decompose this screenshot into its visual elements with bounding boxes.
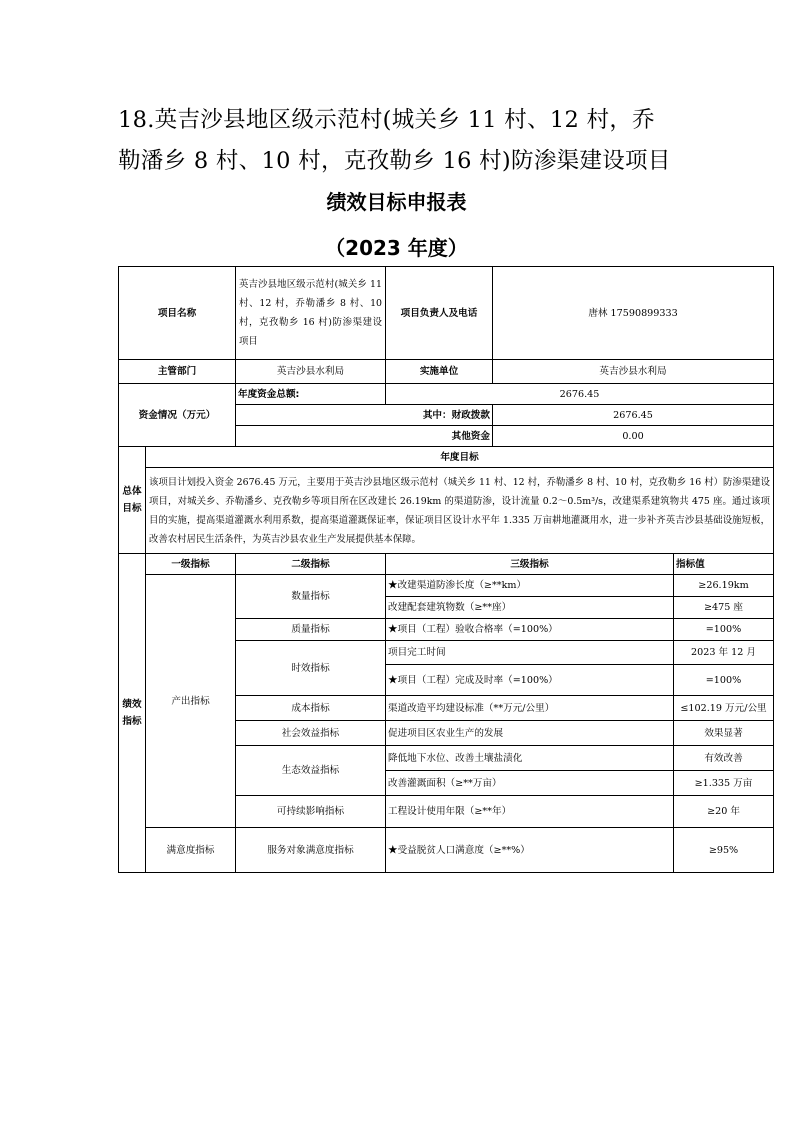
fund-fiscal-label: 其中：财政拨款 [236, 405, 493, 426]
level3-cell: ★项目（工程）完成及时率（=100%） [386, 665, 674, 696]
level2-sustainability: 可持续影响指标 [236, 796, 386, 828]
performance-label-2: 指标 [122, 716, 142, 727]
fund-other-label: 其他资金 [236, 426, 493, 447]
indicator-value: ≥475 座 [674, 597, 774, 619]
level3-cell: 改善灌溉面积（≥**万亩） [386, 771, 674, 796]
implementer-value: 英吉沙县水利局 [493, 360, 774, 384]
col-level2-header: 二级指标 [236, 554, 386, 575]
level2-social-benefit: 社会效益指标 [236, 721, 386, 746]
department-label: 主管部门 [119, 360, 236, 384]
project-leader-value: 唐林 17590899333 [493, 267, 774, 360]
indicator-value: 2023 年 12 月 [674, 641, 774, 665]
fund-fiscal-value: 2676.45 [493, 405, 774, 426]
satisfaction-indicator-label: 满意度指标 [146, 828, 236, 873]
form-title: 绩效目标申报表 [326, 190, 467, 214]
indicator-row [119, 575, 774, 597]
indicator-header-row [119, 554, 774, 575]
level2-quality: 质量指标 [236, 619, 386, 641]
level2-timeliness: 时效指标 [236, 641, 386, 696]
department-value: 英吉沙县水利局 [236, 360, 386, 384]
annual-goal-row [119, 468, 774, 554]
overall-goal-label-1: 总体 [122, 486, 142, 497]
heading-line-2: 勒潘乡 8 村、10 村，克孜勒乡 16 村)防渗渠建设项目 [118, 148, 671, 174]
heading-line-1: 18.英吉沙县地区级示范村(城关乡 11 村、12 村，乔 [118, 107, 655, 133]
department-row [119, 360, 774, 384]
level3-cell: ★受益脱贫人口满意度（≥**%） [386, 828, 674, 873]
col-level3-header: 三级指标 [386, 554, 674, 575]
indicator-value: ≥26.19km [674, 575, 774, 597]
fund-label: 资金情况（万元） [119, 384, 236, 447]
indicator-row [119, 828, 774, 873]
project-name-label: 项目名称 [119, 267, 236, 360]
indicator-value: ≥1.335 万亩 [674, 771, 774, 796]
level3-cell: 工程设计使用年限（≥**年） [386, 796, 674, 828]
level3-cell: 项目完工时间 [386, 641, 674, 665]
fund-other-value: 0.00 [493, 426, 774, 447]
form-year: （2023 年度） [325, 236, 468, 260]
level2-service-satisfaction: 服务对象满意度指标 [236, 828, 386, 873]
fund-annual-value: 2676.45 [386, 384, 774, 405]
annual-goal-header-row [119, 447, 774, 468]
level3-cell: 降低地下水位、改善土壤盐渍化 [386, 746, 674, 771]
level2-ecological-benefit: 生态效益指标 [236, 746, 386, 796]
project-leader-label: 项目负责人及电话 [386, 267, 493, 360]
performance-label-1: 绩效 [122, 699, 142, 710]
project-name-row [119, 267, 774, 360]
level2-cost: 成本指标 [236, 696, 386, 721]
level2-quantity: 数量指标 [236, 575, 386, 619]
indicator-value: ≥95% [674, 828, 774, 873]
project-name-value: 英吉沙县地区级示范村(城关乡 11 村、12 村，乔勒潘乡 8 村、10 村，克孜勒乡 16 村)防渗渠建设项目 [236, 267, 386, 360]
level3-cell: 渠道改造平均建设标准（**万元/公里） [386, 696, 674, 721]
level3-cell: ★项目（工程）验收合格率（=100%） [386, 619, 674, 641]
level3-cell: ★改建渠道防渗长度（≥**km） [386, 575, 674, 597]
annual-goal-label: 年度目标 [146, 447, 774, 468]
performance-indicator-label [119, 554, 146, 873]
indicator-value: ≥20 年 [674, 796, 774, 828]
col-value-header: 指标值 [674, 554, 774, 575]
annual-goal-text: 该项目计划投入资金 2676.45 万元，主要用于英吉沙县地区级示范村（城关乡 11 村、12 村，乔勒潘乡 8 村、10 村，克孜勒乡 16 村）防渗渠建设项目，对城关乡、乔勒潘乡、克孜勒乡等项目所在区改建长 26.19km 的渠道防渗，设计流量 0.2～0.5m³/s，改建渠系建筑物共 475 座。通过该项目的实施，提高渠道灌溉水利用系数，提高渠道灌溉保证率，保证项目区设计水平年 1.335 万亩耕地灌溉用水，进一步补齐英吉沙县基础设施短板，改善农村居民生活条件，为英吉沙县农业生产发展提供基本保障。 [146, 468, 774, 554]
fund-annual-label: 年度资金总额: [236, 384, 386, 405]
indicator-value: =100% [674, 665, 774, 696]
output-indicator-label: 产出指标 [146, 575, 236, 828]
overall-goal-label-2: 目标 [122, 503, 142, 514]
level3-cell: 改建配套建筑物数（≥**座） [386, 597, 674, 619]
level3-cell: 促进项目区农业生产的发展 [386, 721, 674, 746]
overall-goal-label [119, 447, 146, 554]
performance-target-table [118, 266, 774, 873]
indicator-value: ≤102.19 万元/公里 [674, 696, 774, 721]
indicator-value: 有效改善 [674, 746, 774, 771]
indicator-value: =100% [674, 619, 774, 641]
indicator-value: 效果显著 [674, 721, 774, 746]
fund-annual-row [119, 384, 774, 405]
implementer-label: 实施单位 [386, 360, 493, 384]
col-level1-header: 一级指标 [146, 554, 236, 575]
